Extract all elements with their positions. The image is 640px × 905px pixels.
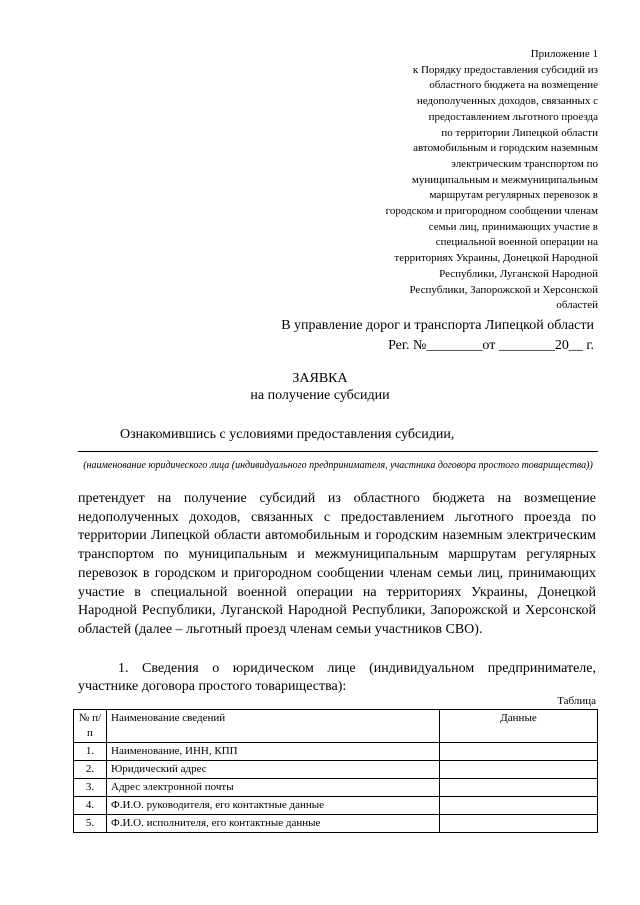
- row-name: Юридический адрес: [107, 761, 440, 779]
- title-main: ЗАЯВКА: [292, 371, 348, 386]
- row-name: Ф.И.О. руководителя, его контактные данные: [107, 797, 440, 815]
- table-row: [74, 797, 598, 815]
- info-table: [73, 709, 598, 833]
- section-1-heading: 1. Сведения о юридическом лице (индивидуальном предпринимателе, участнике договора простого товарищества):: [78, 661, 596, 694]
- header-num: № п/п: [74, 710, 107, 743]
- table-row: [74, 779, 598, 797]
- header-data: Данные: [440, 710, 598, 743]
- appendix-line: Республики, Запорожской и Херсонской: [409, 283, 598, 296]
- appendix-line: городском и пригородном сообщении членам: [385, 205, 598, 218]
- table-label: Таблица: [557, 695, 596, 707]
- appendix-line: автомобильным и городским наземным: [413, 142, 598, 155]
- appendix-line: областного бюджета на возмещение: [429, 79, 598, 92]
- body-paragraph: претендует на получение субсидий из областного бюджета на возмещение недополученных доходов, связанных с предоставлением льготного проезда по территории Липецкой области автомобильным и городским наземным электрическим транспортом по муниципальным и межмуниципальным маршрутам регулярных перевозок в городском и пригородном сообщении членам семьи лиц, принимающих участие в специальной военной операции на территориях Украины, Донецкой Народной Республики, Луганской Народной Республики, Запорожской и Херсонской областей (далее – льготный проезд членам семьи участников СВО).: [78, 491, 596, 637]
- addressee-block: [281, 316, 594, 356]
- appendix-line: муниципальным и межмуниципальным: [411, 173, 598, 186]
- registration-number: Рег. №________от ________20__ г.: [388, 338, 594, 353]
- table-row: [74, 815, 598, 833]
- row-name: Ф.И.О. исполнителя, его контактные данные: [107, 815, 440, 833]
- document-title: [0, 370, 640, 404]
- row-data: [440, 761, 598, 779]
- table-row: [74, 761, 598, 779]
- row-data: [440, 779, 598, 797]
- fill-in-line: [78, 451, 598, 452]
- appendix-line: маршрутам регулярных перевозок в: [429, 189, 598, 202]
- appendix-line: Приложение 1: [530, 48, 598, 60]
- row-num: 4.: [74, 797, 107, 815]
- appendix-line: семьи лиц, принимающих участие в: [428, 220, 598, 233]
- appendix-line: областей: [556, 299, 598, 312]
- fill-in-caption: (наименование юридического лица (индивидуального предпринимателя, участника договора простого товарищества)): [83, 460, 593, 471]
- appendix-line: специальной военной операции на: [435, 236, 598, 249]
- appendix-line: территориях Украины, Донецкой Народной: [394, 252, 598, 265]
- appendix-header: [330, 47, 598, 314]
- row-num: 3.: [74, 779, 107, 797]
- appendix-line: по территории Липецкой области: [441, 126, 598, 139]
- appendix-line: Республики, Луганской Народной: [439, 267, 598, 280]
- appendix-line: электрическим транспортом по: [451, 157, 598, 170]
- row-data: [440, 743, 598, 761]
- row-name: Адрес электронной почты: [107, 779, 440, 797]
- row-num: 2.: [74, 761, 107, 779]
- appendix-line: к Порядку предоставления субсидий из: [412, 63, 598, 76]
- table-header-row: [74, 710, 598, 743]
- row-data: [440, 797, 598, 815]
- row-name: Наименование, ИНН, КПП: [107, 743, 440, 761]
- row-data: [440, 815, 598, 833]
- row-num: 1.: [74, 743, 107, 761]
- header-name: Наименование сведений: [107, 710, 440, 743]
- table-row: [74, 743, 598, 761]
- addressee-department: В управление дорог и транспорта Липецкой области: [281, 318, 594, 333]
- appendix-line: предоставлением льготного проезда: [428, 110, 598, 123]
- intro-text: Ознакомившись с условиями предоставления субсидии,: [120, 427, 455, 442]
- title-sub: на получение субсидии: [250, 388, 390, 403]
- appendix-line: недополученных доходов, связанных с: [416, 95, 598, 108]
- row-num: 5.: [74, 815, 107, 833]
